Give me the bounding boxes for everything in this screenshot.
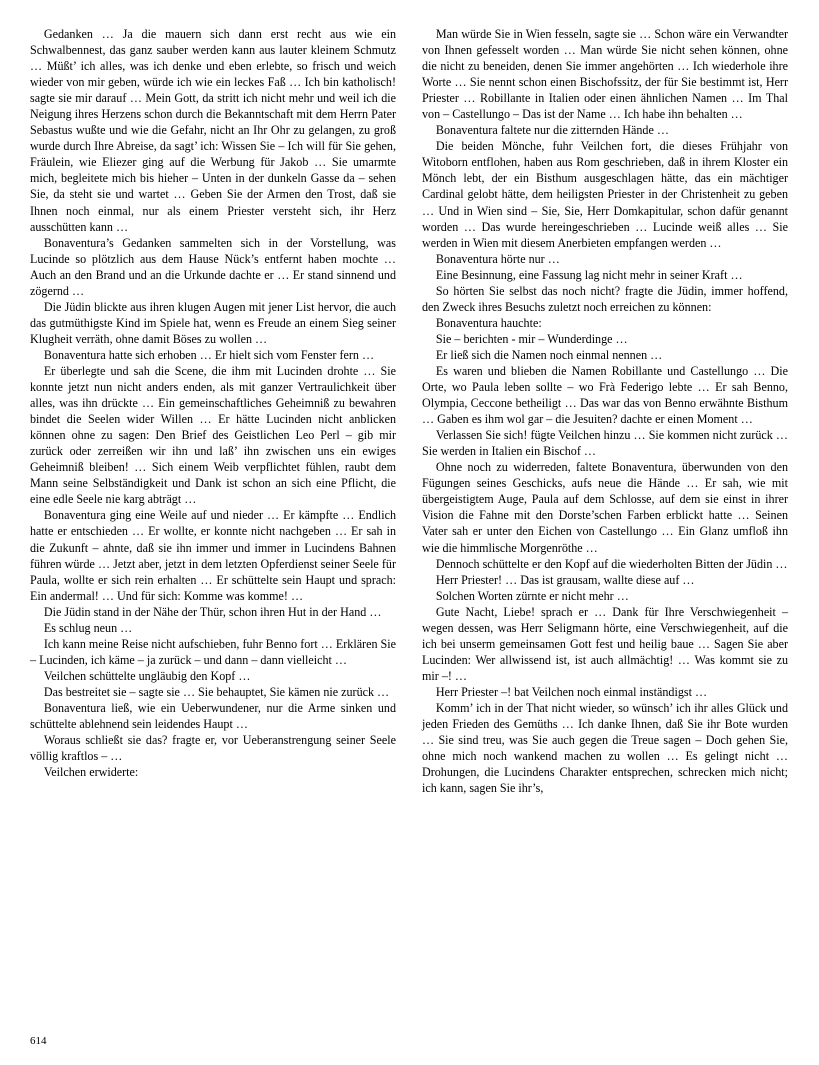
paragraph: Die Jüdin blickte aus ihren klugen Augen mit jener List hervor, die auch das gutmüthigste Kind im Spiele hat, wenn es Freude an einem Sieg seiner Klugheit verräth, ohne damit Böses zu wollen … — [30, 299, 396, 346]
paragraph: Sie – berichten - mir – Wunderdinge … — [435, 331, 628, 346]
left-text-column — [30, 26, 396, 1008]
paragraph: Es waren und blieben die Namen Robillante und Castellungo … Die Orte, wo Paula leben sollte – wo Frà Federigo lebte … Er sah Benno, Olympia, Ceccone betheiligt … Das war das von Benno erwähnte Bisthum … Gaben es ihm wol gar – die Jesuiten? dachte er einen Moment … — [422, 363, 788, 427]
two-column-body — [30, 26, 789, 1008]
paragraph: Verlassen Sie sich! fügte Veilchen hinzu … Sie kommen nicht zurück … Sie werden in Italien ein Bischof … — [422, 428, 788, 459]
paragraph: Bonaventura hatte sich erhoben … Er hielt sich vom Fenster fern … — [43, 347, 375, 362]
paragraph: Ohne noch zu widerreden, faltete Bonaventura, überwunden von den Fügungen seines Geschicks, aufs neue die Hände … Er sah, wie mit übergeistigtem Auge, Paula auf dem Schlosse, auf dem sie einst in ihrer Vision die Fahne mit den Dorste’schen Farben erblickt hatte … Seinen Vater sah er unter den Eichen von Castellungo … Ein Glanz umfloß ihn wie die himmlische Morgenröthe … — [422, 460, 788, 555]
paragraph: Gedanken … Ja die mauern sich dann erst recht aus wie ein Schwalbennest, das ganz sauber werden kann aus lauter kleinem Schmutz … Müßt’ ich alles, was ich denke und eben erlebte, so frisch und weich wieder von mir geben, würde ich wie ein leckes Faß … Ich bin katholisch! sagte sie mir darauf … Mein Gott, da stritt ich nicht mehr und weil ich die Neigung ihres Herzens schon durch die Bekanntschaft mit dem Herrn Pater Sebastus wußte und wie die Gefahr, nicht an Ihr Ohr zu gelangen, zu groß wurde durch Ihre Abreise, da sagt’ ich: Wissen Sie – Ich will für Sie gehen, Fräulein, wie Eliezer ging auf die Werbung für Jakob … Sie umarmte mich, begleitete mich bis hieher – Unten in der dunkeln Gasse da – sehen Sie, da steht sie und wartet … Geben Sie der Armen den Trost, daß sie Ihnen noch einmal, nur als einem Priester versteht sich, ihr Herz ausschütten kann … — [30, 27, 396, 234]
paragraph: Die beiden Mönche, fuhr Veilchen fort, die dieses Frühjahr von Witoborn entflohen, haben aus Rom geschrieben, daß in ihrem Kloster ein Mönch lebt, der ein Bisthum ausgeschlagen hätte, das ein mächtiger Cardinal gelobt hätte, dem heiligsten Priester in der Christenheit zu geben … Und in Wien sind – Sie, Sie, Herr Domkapitular, schon dafür genannt worden … Das wurde hereingeschrieben … Lucinde weiß alles … Sie werden in Wien mit diesem Anerbieten empfangen werden … — [422, 139, 788, 250]
page-number: 614 — [30, 1035, 47, 1047]
paragraph: Herr Priester! … Das ist grausam, wallte diese auf … — [435, 572, 695, 587]
paragraph: Gute Nacht, Liebe! sprach er … Dank für Ihre Verschwiegenheit – wegen dessen, was Herr Seligmann hörte, eine Verschwiegenheit, auf die ich bei unserm gemeinsamen Gott fest und heilig baue … Sagen Sie aber Lucinden: Wer allwissend ist, ist auch allmächtig! … Was kommt sie zu mir –! … — [422, 604, 788, 683]
paragraph: Bonaventura faltete nur die zitternden Hände … — [435, 123, 669, 138]
paragraph: Die Jüdin stand in der Nähe der Thür, schon ihren Hut in der Hand … — [43, 604, 382, 619]
paragraph: Eine Besinnung, eine Fassung lag nicht mehr in seiner Kraft … — [435, 267, 743, 282]
paragraph: Veilchen erwiderte: — [43, 765, 139, 780]
paragraph: Das bestreitet sie – sagte sie … Sie behauptet, Sie kämen nie zurück … — [43, 684, 390, 699]
paragraph: Woraus schließt sie das? fragte er, vor Ueberanstrengung seiner Seele völlig kraftlos – … — [30, 733, 396, 764]
paragraph: Er ließ sich die Namen noch einmal nennen … — [435, 347, 663, 362]
paragraph: Es schlug neun … — [43, 620, 133, 635]
paragraph: Herr Priester –! bat Veilchen noch einmal inständigst … — [435, 684, 708, 699]
right-text-column — [422, 26, 788, 1008]
paragraph: Dennoch schüttelte er den Kopf auf die wiederholten Bitten der Jüdin … — [435, 556, 788, 571]
paragraph: So hörten Sie selbst das noch nicht? fragte die Jüdin, immer hoffend, den Zweck ihres Besuchs zuletzt noch erreichen zu können: — [422, 283, 788, 314]
paragraph: Bonaventura hörte nur … — [435, 251, 560, 266]
paragraph: Bonaventura ließ, wie ein Ueberwundener, nur die Arme sinken und schüttelte ablehnend sein leidendes Haupt … — [30, 700, 396, 732]
paragraph: Bonaventura’s Gedanken sammelten sich in der Vorstellung, was Lucinde so plötzlich aus dem Hause Nück’s entfernt haben mochte … Auch an den Brand und an die Urkunde dachte er … Er stand sinnend und zögernd … — [30, 235, 396, 298]
paragraph: Solchen Worten zürnte er nicht mehr … — [435, 588, 629, 603]
paragraph: Ich kann meine Reise nicht aufschieben, fuhr Benno fort … Erklären Sie – Lucinden, ich käme – ja zurück – und dann – dann vielleicht … — [30, 636, 396, 667]
paragraph: Komm’ ich in der That nicht wieder, so wünsch’ ich ihr alles Glück und jeden Frieden des Gemüths … Ich danke Ihnen, daß Sie ihr Bote wurden … Sie sind treu, was Sie auch gegen die Treue sagen – Doch gehen Sie, ohne mich noch wankend machen zu wollen … Es gelingt nicht … Drohungen, die Lucindens Charakter entsprechen, schrecken mich nicht; ich kann, sagen Sie ihr’s, — [422, 700, 788, 796]
paragraph: Man würde Sie in Wien fesseln, sagte sie … Schon wäre ein Verwandter von Ihnen gefesselt worden … Man würde Sie nicht sehen können, ohne die nicht zu beneiden, denen Sie immer angehörten … Ich wiederhole ihre Worte … Sie nennt schon einen Bischofssitz, der für Sie bestimmt ist, Herr Priester … Robillante in Italien oder einen ähnlichen Namen … Im Thal von – Castellungo – Das ist der Name … Ich habe ihn behalten … — [422, 27, 788, 122]
paragraph: Bonaventura hauchte: — [435, 315, 542, 330]
paragraph: Veilchen schüttelte ungläubig den Kopf … — [43, 668, 251, 683]
paragraph: Er überlegte und sah die Scene, die ihm mit Lucinden drohte … Sie konnte jetzt nun nicht anders enden, als mit ganzer Vertraulichkeit über alles, was ihn drückte … Ein gemeinschaftliches Geheimniß zu bewahren bindet die Seelen wider Willen … Er hätte Lucinden nicht anblicken können ohne zu sagen: Den Brief des Geistlichen Leo Perl – gib mir zurück oder zerreißen wir ihn und laß’ ihn zwischen uns ein ewiges Geheimniß bleiben! … Sich einem Weib verpflichtet fühlen, raubt dem Mann seine Selbständigkeit und Dank ist schon an sich eine Pflicht, die eine edle Seele nie karg abträgt … — [30, 363, 396, 507]
paragraph: Bonaventura ging eine Weile auf und nieder … Er kämpfte … Endlich hatte er entschieden … Er wollte, er konnte nicht nachgeben … Er sah in die Zukunft – ahnte, daß sie ihn immer und immer in Lucindens Bahnen führen würde … Jetzt aber, jetzt in dem letzten Opferdienst seiner Seele für Paula, wollte er sich rein erhalten … Er schüttelte sein Haupt und sprach: Ein andermal! … Und für sich: Komme was komme! … — [30, 508, 396, 603]
